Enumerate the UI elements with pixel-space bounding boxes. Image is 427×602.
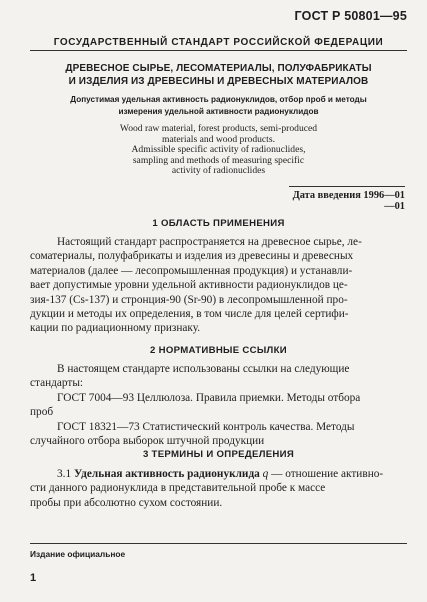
text-line: — отношение активно- bbox=[271, 468, 384, 480]
english-title-line: activity of radionuclides bbox=[171, 165, 266, 176]
english-title-line: Admissible specific activity of radionuclides, bbox=[131, 144, 306, 155]
text-line: пробы при абсолютно сухом состоянии. bbox=[30, 496, 223, 509]
standard-number: ГОСТ Р 50801—95 bbox=[294, 9, 407, 23]
standard-title: ГОСУДАРСТВЕННЫЙ СТАНДАРТ РОССИЙСКОЙ ФЕДЕРАЦИИ bbox=[30, 37, 407, 51]
term-symbol: q bbox=[262, 468, 269, 480]
section-2-body bbox=[30, 362, 405, 448]
main-title-line: И ИЗДЕЛИЯ ИЗ ДРЕВЕСИНЫ И ДРЕВЕСНЫХ МАТЕРИАЛОВ bbox=[68, 76, 369, 87]
section-heading: 3 ТЕРМИНЫ И ОПРЕДЕЛЕНИЯ bbox=[142, 449, 295, 460]
english-title-line: materials and wood products. bbox=[162, 133, 275, 145]
english-title-line: Wood raw material, forest products, semi-produced bbox=[119, 123, 318, 134]
text-line: ГОСТ 18321—73 Статистический контроль качества. Методы bbox=[57, 420, 355, 433]
section-heading: 2 НОРМАТИВНЫЕ ССЫЛКИ bbox=[150, 345, 287, 356]
text-line: соматериалы, полуфабрикаты и изделия из древесины и древесных bbox=[30, 250, 354, 263]
text-line: ГОСТ 7004—93 Целлюлоза. Правила приемки. Методы отбора bbox=[57, 391, 361, 404]
section-3-body bbox=[30, 467, 405, 510]
section-heading: 1 ОБЛАСТЬ ПРИМЕНЕНИЯ bbox=[152, 218, 285, 229]
text-line: проб bbox=[30, 406, 54, 419]
term-definition-line bbox=[30, 467, 405, 481]
english-title-line: sampling and methods of measuring specific bbox=[132, 154, 305, 166]
official-edition-label: Издание официальное bbox=[30, 549, 126, 559]
subtitle bbox=[30, 94, 407, 118]
english-title bbox=[30, 124, 407, 177]
section-1-body bbox=[30, 235, 405, 336]
term-name: Удельная активность радионуклида bbox=[73, 468, 260, 480]
text-line: зия-137 (Cs-137) и стронция-90 (Sr-90) в лесопромышленной про- bbox=[30, 293, 348, 306]
page-number: 1 bbox=[30, 572, 37, 584]
main-title-line: ДРЕВЕСНОЕ СЫРЬЕ, ЛЕСОМАТЕРИАЛЫ, ПОЛУФАБРИКАТЫ bbox=[65, 63, 372, 74]
main-title bbox=[30, 62, 407, 88]
text-line: Настоящий стандарт распространяется на древесное сырье, ле- bbox=[57, 236, 362, 248]
text-line: материалов (далее — лесопромышленная продукция) и устанавли- bbox=[30, 264, 353, 277]
text-line: дукции и методы их определения, в том числе для целей сертифи- bbox=[30, 308, 349, 321]
subtitle-line: Допустимая удельная активность радионуклидов, отбор проб и методы bbox=[70, 95, 367, 104]
text-line: случайного отбора выборок штучной продукции bbox=[30, 435, 265, 448]
text-line: кации по радиационному признаку. bbox=[30, 322, 201, 335]
text-line: вает допустимые уровни удельной активности радионуклидов це- bbox=[30, 279, 348, 292]
text-line: сти данного радионуклида в представительной пробе к массе bbox=[30, 482, 326, 495]
text-line: стандарты: bbox=[30, 377, 84, 390]
subtitle-line: измерения удельной активности радионуклидов bbox=[118, 107, 319, 116]
term-number: 3.1 bbox=[57, 468, 72, 480]
footer-divider bbox=[30, 543, 407, 544]
text-line: В настоящем стандарте использованы ссылки на следующие bbox=[57, 363, 350, 375]
intro-date: Дата введения 1996—01—01 bbox=[289, 186, 405, 212]
